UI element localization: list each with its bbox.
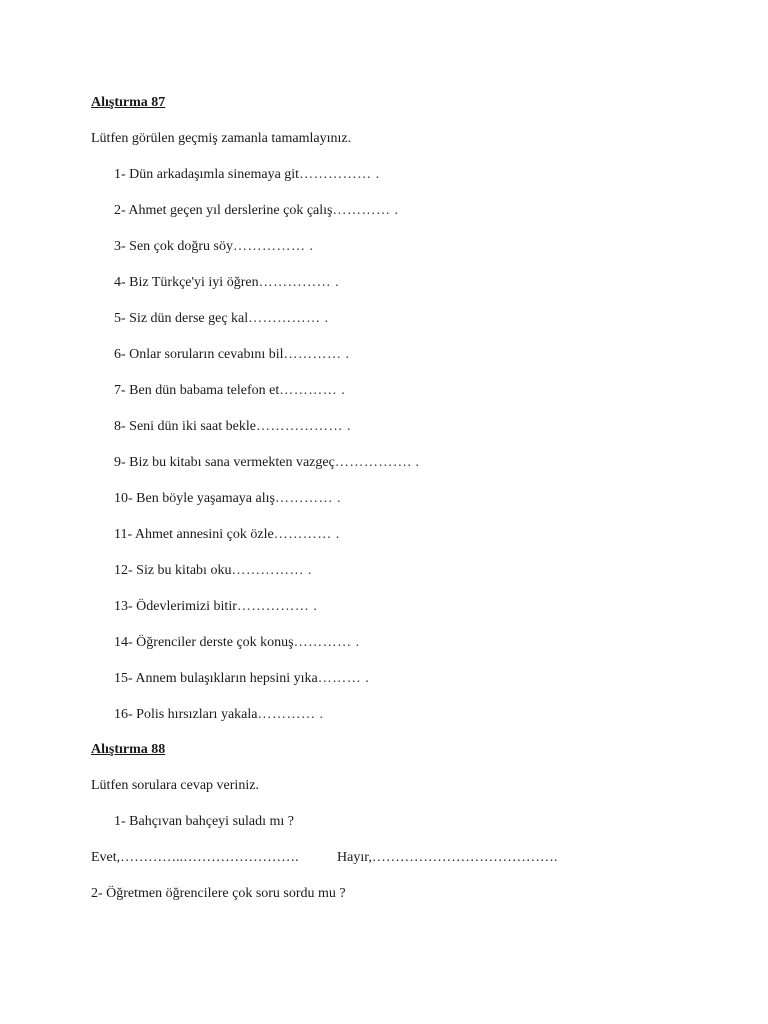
exercise-87-item xyxy=(114,563,312,579)
item-text: Onlar soruların cevabını bil xyxy=(129,347,284,362)
item-blank: ……………… . xyxy=(255,419,351,434)
item-blank: ………… . xyxy=(293,635,360,650)
item-text: Seni dün iki saat bekle xyxy=(129,419,256,434)
item-number: 14- xyxy=(114,635,133,650)
exercise-87-item xyxy=(114,203,399,219)
item-text: Ben dün babama telefon et xyxy=(129,383,280,398)
exercise-87-item xyxy=(114,311,329,327)
item-text: Ahmet geçen yıl derslerine çok çalış xyxy=(128,203,333,218)
item-blank: ………… . xyxy=(279,383,346,398)
item-number: 10- xyxy=(114,491,133,506)
item-number: 16- xyxy=(114,707,133,722)
item-blank: ……… . xyxy=(317,671,370,686)
exercise-87-item xyxy=(114,491,341,507)
item-blank: ………… . xyxy=(274,491,341,506)
item-text: Biz bu kitabı sana vermekten vazgeç xyxy=(129,455,335,470)
item-blank: …………… . xyxy=(236,599,318,614)
exercise-88-title: Alıştırma 88 xyxy=(91,742,166,757)
exercise-87-item xyxy=(114,275,339,291)
item-text: Ahmet annesini çok özle xyxy=(134,527,274,542)
exercise-87-item xyxy=(114,635,360,651)
exercise-87-instruction: Lütfen görülen geçmiş zamanla tamamlayınız. xyxy=(91,131,352,146)
item-text: Ödevlerimizi bitir xyxy=(136,599,237,614)
item-number: 6- xyxy=(114,347,126,362)
item-blank: …………… . xyxy=(231,563,312,578)
item-number: 12- xyxy=(114,563,133,578)
item-text: Sen çok doğru söy xyxy=(129,239,233,254)
item-number: 4- xyxy=(114,275,126,290)
item-blank: …………… . xyxy=(299,167,380,182)
item-blank: ………… . xyxy=(273,527,340,542)
item-blank: ………… . xyxy=(332,203,399,218)
item-text: Siz bu kitabı oku xyxy=(136,563,232,578)
exercise-87-item xyxy=(114,383,345,399)
exercise-87-item xyxy=(114,527,340,543)
item-text: Öğrenciler derste çok konuş xyxy=(136,635,294,650)
item-number: 11- xyxy=(114,527,133,542)
exercise-87-item xyxy=(114,671,369,687)
item-number: 13- xyxy=(114,599,133,614)
exercise-87-title: Alıştırma 87 xyxy=(91,95,166,110)
exercise-87-item xyxy=(114,455,419,471)
item-number: 9- xyxy=(114,455,126,470)
item-text: Biz Türkçe'yi iyi öğren xyxy=(129,275,259,290)
exercise-88-question-2: 2- Öğretmen öğrencilere çok soru sordu mu ? xyxy=(91,886,346,901)
exercise-87-item xyxy=(114,239,314,255)
answer-yes-line: Evet,…………..……………………. xyxy=(91,850,299,865)
item-text: Ben böyle yaşamaya alış xyxy=(136,491,275,506)
item-text: Polis hırsızları yakala xyxy=(136,707,258,722)
item-number: 7- xyxy=(114,383,126,398)
item-number: 5- xyxy=(114,311,126,326)
exercise-88-question-1: 1- Bahçıvan bahçeyi suladı mı ? xyxy=(114,814,294,829)
item-blank: ………… . xyxy=(283,347,350,362)
item-number: 1- xyxy=(114,167,126,182)
item-blank: …………… . xyxy=(233,239,314,254)
item-number: 3- xyxy=(114,239,126,254)
answer-no-line: Hayır,…………………………………. xyxy=(337,850,558,865)
item-text: Dün arkadaşımla sinemaya git xyxy=(129,167,300,182)
exercise-87-item xyxy=(114,347,350,363)
item-number: 2- xyxy=(114,203,126,218)
item-blank: …………… . xyxy=(258,275,340,290)
item-number: 15- xyxy=(114,671,133,686)
item-blank: ………… . xyxy=(257,707,324,722)
exercise-87-item xyxy=(114,167,380,183)
item-text: Annem bulaşıkların hepsini yıka xyxy=(135,671,318,686)
item-text: Siz dün derse geç kal xyxy=(129,311,249,326)
exercise-87-item xyxy=(114,599,317,615)
item-blank: ……………. . xyxy=(334,455,420,470)
item-blank: …………… . xyxy=(248,311,329,326)
item-number: 8- xyxy=(114,419,126,434)
exercise-88-instruction: Lütfen sorulara cevap veriniz. xyxy=(91,778,259,793)
exercise-87-item xyxy=(114,707,323,723)
exercise-87-item xyxy=(114,419,351,435)
